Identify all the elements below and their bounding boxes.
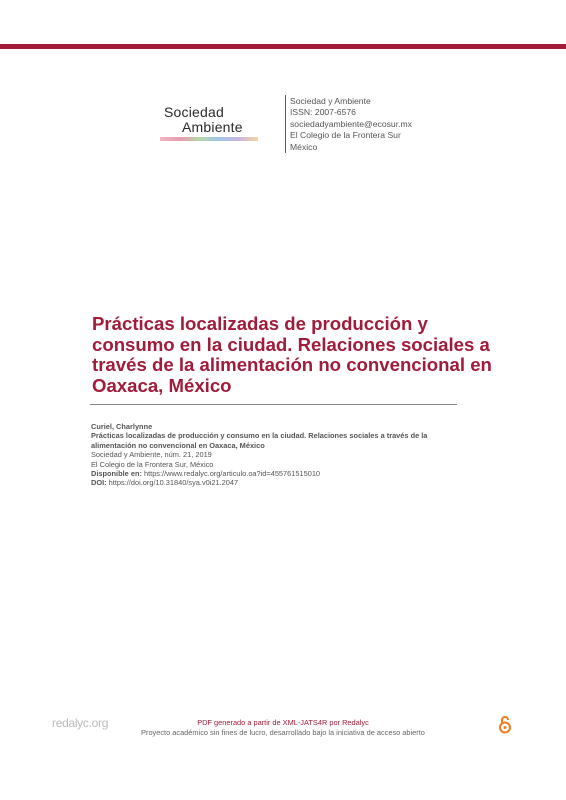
article-title: Prácticas localizadas de producción y consumo en la ciudad. Relaciones sociales a través de la alimentación no convencional en Oaxaca, México xyxy=(92,313,492,396)
redalyc-logo: redalyc.org xyxy=(52,716,109,730)
open-access-icon xyxy=(498,714,512,734)
available-label: Disponible en: xyxy=(91,469,142,479)
article-publisher: El Colegio de la Frontera Sur, México xyxy=(91,459,214,469)
logo-color-stripe xyxy=(160,137,258,141)
journal-info xyxy=(290,96,412,153)
header-accent-bar xyxy=(0,44,566,49)
doi-label: DOI: xyxy=(91,478,107,488)
journal-issn: ISSN: 2007-6576 xyxy=(290,107,356,118)
journal-logo xyxy=(160,104,260,148)
journal-info-divider xyxy=(285,95,286,153)
doi-link[interactable]: https://doi.org/10.31840/sya.v0i21.2047 xyxy=(108,478,239,488)
journal-institution: El Colegio de la Frontera Sur xyxy=(290,130,401,141)
available-link[interactable]: https://www.redalyc.org/articulo.oa?id=455761515010 xyxy=(143,469,321,479)
article-title-repeat: Prácticas localizadas de producción y consumo en la ciudad. Relaciones sociales a través de la alimentación no convencional en Oaxaca, México xyxy=(91,431,428,450)
article-citation: Sociedad y Ambiente, núm. 21, 2019 xyxy=(91,450,212,460)
article-author: Curiel, Charlynne xyxy=(91,422,153,431)
journal-name: Sociedad y Ambiente xyxy=(290,96,371,106)
title-divider xyxy=(90,404,457,405)
article-doi xyxy=(91,478,461,487)
article-metadata xyxy=(91,422,461,488)
footer-project-note: Proyecto académico sin fines de lucro, desarrollado bajo la iniciativa de acceso abierto xyxy=(141,728,425,737)
article-available xyxy=(91,469,461,478)
logo-text-line2: Ambiente xyxy=(182,119,243,135)
footer-generated-note: PDF generado a partir de XML-JATS4R por Redalyc xyxy=(197,718,369,727)
journal-country: México xyxy=(290,141,318,152)
journal-email[interactable]: sociedadyambiente@ecosur.mx xyxy=(290,118,412,129)
logo-text-line1: Sociedad xyxy=(164,104,224,120)
footer-notice xyxy=(0,718,566,738)
